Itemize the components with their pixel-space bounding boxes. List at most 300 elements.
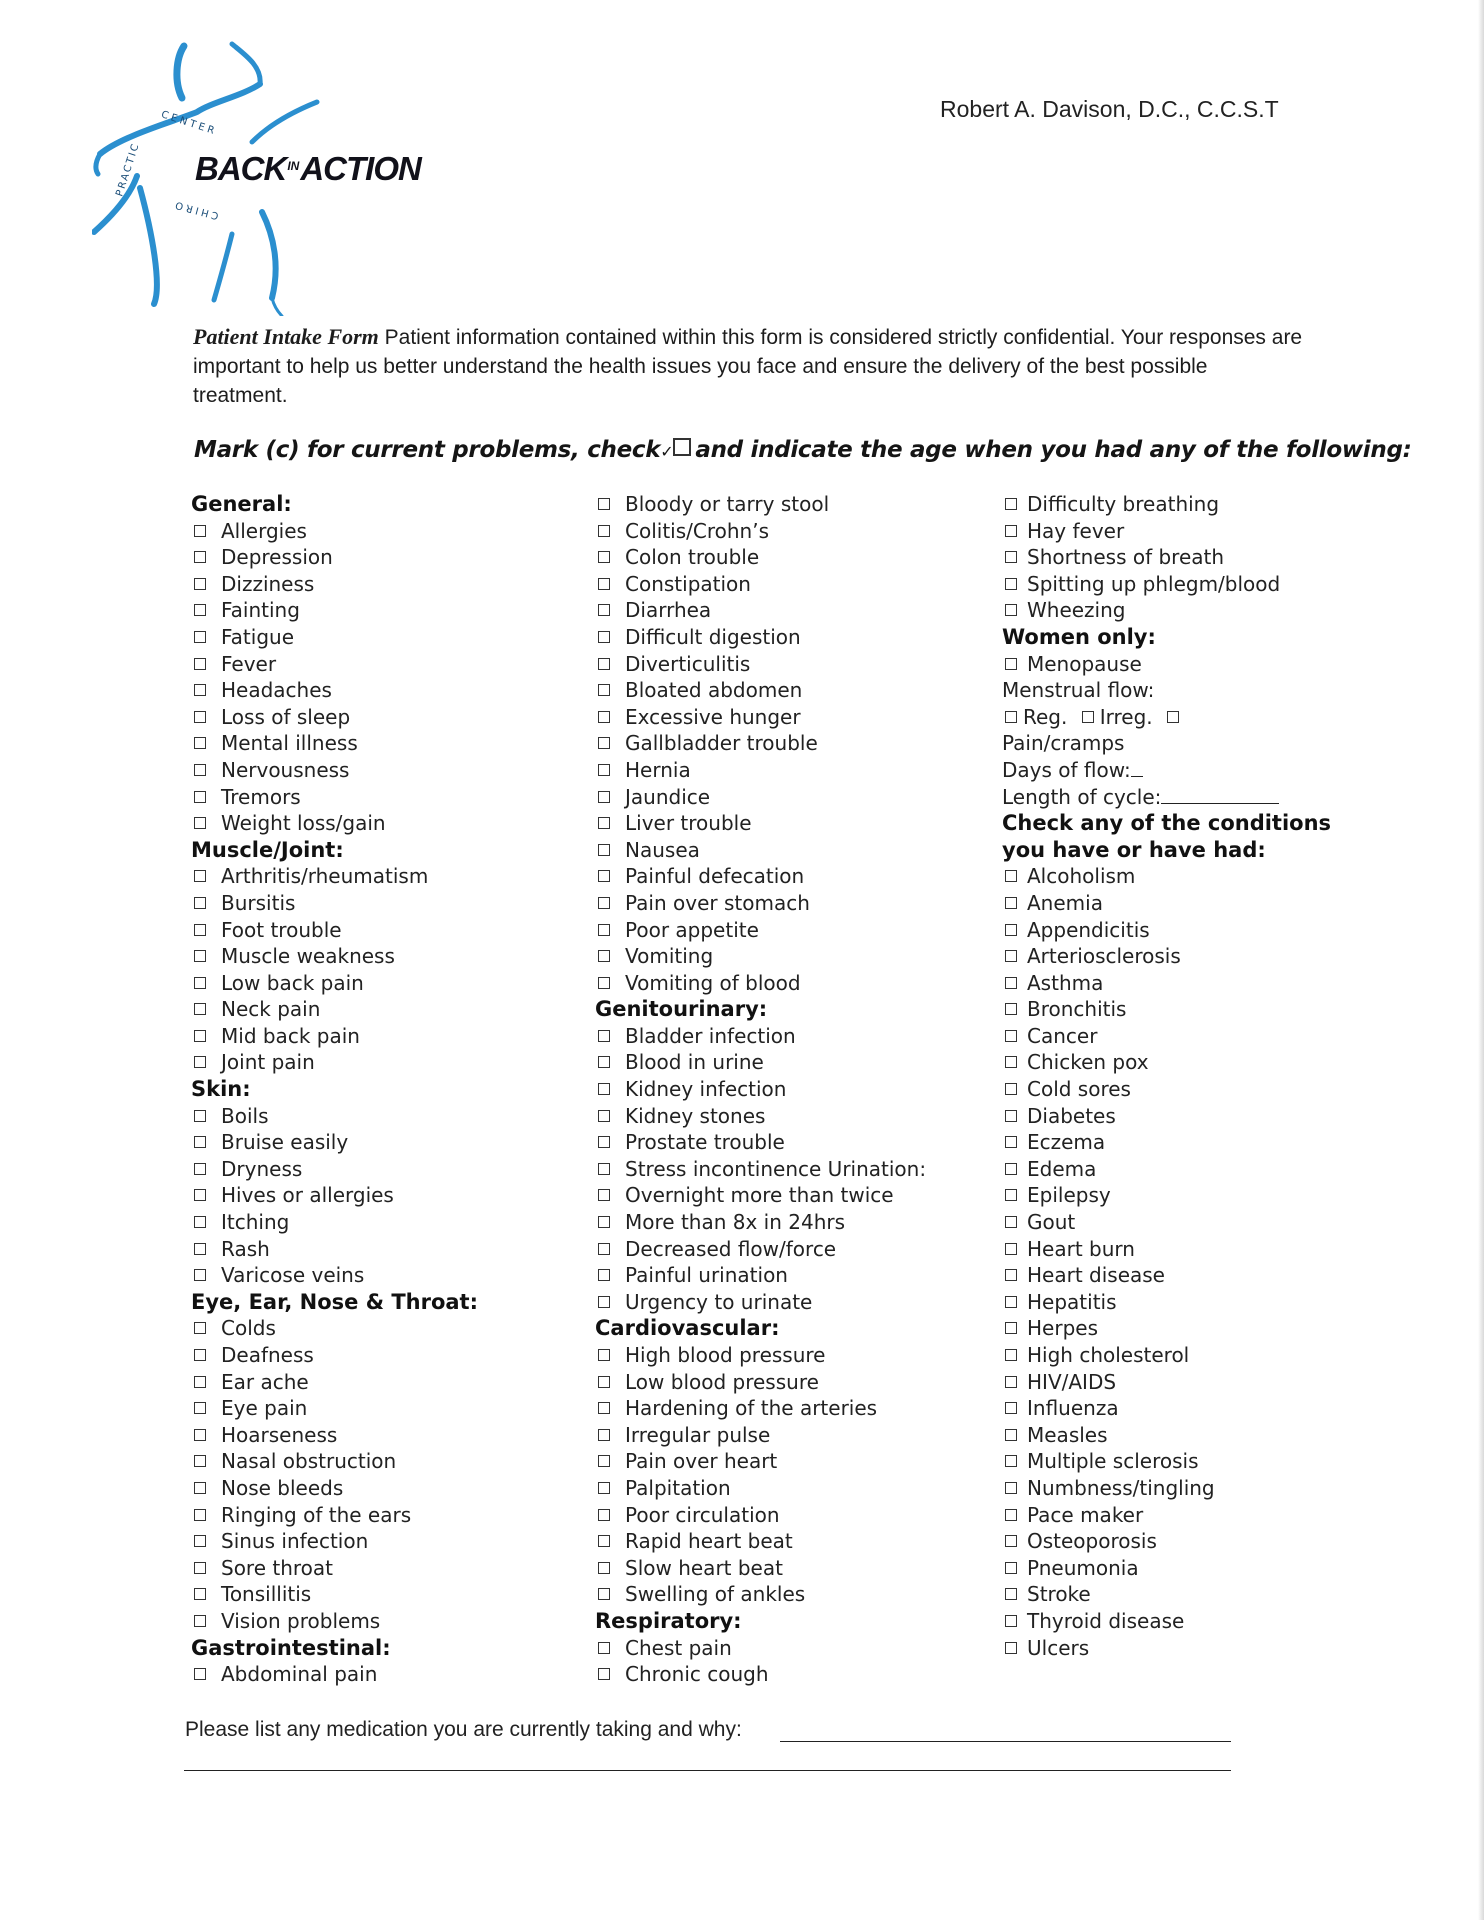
- checkbox[interactable]: [1005, 1030, 1017, 1042]
- condition-label: Headaches: [221, 678, 332, 703]
- condition-item-dizziness[interactable]: [191, 571, 581, 598]
- condition-item-cold-sores[interactable]: [1002, 1076, 1332, 1103]
- checkbox[interactable]: [1005, 1056, 1017, 1068]
- condition-item-bloated-abdomen[interactable]: [595, 677, 995, 704]
- checkbox[interactable]: [598, 1269, 610, 1281]
- condition-item-vomiting-of-blood[interactable]: [595, 970, 995, 997]
- condition-label: Loss of sleep: [221, 704, 351, 729]
- section-heading-eye-ear-nose-throat: Eye, Ear, Nose & Throat:: [191, 1289, 478, 1314]
- condition-item-thyroid-disease[interactable]: [1002, 1608, 1332, 1635]
- condition-label: Nausea: [625, 837, 700, 862]
- checkbox[interactable]: [194, 1402, 206, 1414]
- checkbox[interactable]: [598, 817, 610, 829]
- condition-item-sinus-infection[interactable]: [191, 1528, 581, 1555]
- condition-item-stroke[interactable]: [1002, 1581, 1332, 1608]
- checkbox[interactable]: [1005, 1322, 1017, 1334]
- checkbox[interactable]: [1005, 658, 1017, 670]
- checkbox[interactable]: [598, 578, 610, 590]
- checkbox[interactable]: [194, 1189, 206, 1201]
- condition-item-asthma[interactable]: [1002, 970, 1332, 997]
- condition-item-constipation[interactable]: [595, 571, 995, 598]
- checkbox[interactable]: [598, 1083, 610, 1095]
- condition-label: Eye pain: [221, 1396, 308, 1421]
- checkbox[interactable]: [194, 950, 206, 962]
- condition-item-gout[interactable]: [1002, 1209, 1332, 1236]
- condition-item-mid-back-pain[interactable]: [191, 1023, 581, 1050]
- checkbox[interactable]: [598, 525, 610, 537]
- checkbox[interactable]: [1005, 604, 1017, 616]
- column-left: [191, 491, 581, 1688]
- condition-item-sore-throat[interactable]: [191, 1555, 581, 1582]
- flow-irreg-checkbox[interactable]: [1082, 711, 1094, 723]
- condition-label: Bloody or tarry stool: [625, 492, 830, 516]
- condition-item-influenza[interactable]: [1002, 1395, 1332, 1422]
- checkbox[interactable]: [194, 764, 206, 776]
- checkbox[interactable]: [598, 1296, 610, 1308]
- checkbox[interactable]: [1005, 1509, 1017, 1521]
- checkbox[interactable]: [598, 764, 610, 776]
- condition-item-bladder-infection[interactable]: [595, 1023, 995, 1050]
- medication-label: Please list any medication you are currently taking and why:: [185, 1718, 742, 1741]
- condition-item-vomiting[interactable]: [595, 943, 995, 970]
- condition-item-hardening-of-the-arteries[interactable]: [595, 1395, 995, 1422]
- logo-word-in: IN: [287, 159, 300, 173]
- condition-item-nasal-obstruction[interactable]: [191, 1448, 581, 1475]
- condition-label: Ear ache: [221, 1369, 309, 1394]
- condition-item-painful-defecation[interactable]: [595, 863, 995, 890]
- checkbox[interactable]: [1005, 1455, 1017, 1467]
- condition-item-fever[interactable]: [191, 651, 581, 678]
- condition-item-low-back-pain[interactable]: [191, 970, 581, 997]
- condition-item-colitis-crohn-s[interactable]: [595, 518, 995, 545]
- condition-item-low-blood-pressure[interactable]: [595, 1369, 995, 1396]
- checkbox[interactable]: [194, 1455, 206, 1467]
- condition-label: Multiple sclerosis: [1027, 1449, 1199, 1474]
- condition-item-high-blood-pressure[interactable]: [595, 1342, 995, 1369]
- checkbox[interactable]: [598, 658, 610, 670]
- checkbox[interactable]: [598, 1163, 610, 1175]
- condition-label: Tonsillitis: [221, 1582, 312, 1607]
- condition-item-edema[interactable]: [1002, 1156, 1332, 1183]
- checkbox[interactable]: [194, 1056, 206, 1068]
- condition-item-diarrhea[interactable]: [595, 597, 995, 624]
- condition-item-rapid-heart-beat[interactable]: [595, 1528, 995, 1555]
- checkbox[interactable]: [598, 737, 610, 749]
- checkbox[interactable]: [1005, 1642, 1017, 1654]
- checkbox[interactable]: [194, 791, 206, 803]
- checkbox[interactable]: [1005, 1269, 1017, 1281]
- condition-item-nervousness[interactable]: [191, 757, 581, 784]
- condition-label: Chest pain: [625, 1635, 732, 1660]
- condition-label: Pain over heart: [625, 1449, 778, 1474]
- checkbox[interactable]: [194, 1322, 206, 1334]
- checkbox[interactable]: [1005, 1083, 1017, 1095]
- checkbox[interactable]: [194, 551, 206, 563]
- checkbox[interactable]: [598, 1402, 610, 1414]
- condition-label: Blood in urine: [625, 1050, 764, 1075]
- condition-label: Diabetes: [1027, 1103, 1116, 1128]
- condition-item-prostate-trouble[interactable]: [595, 1129, 995, 1156]
- checkbox[interactable]: [1005, 1110, 1017, 1122]
- checkbox[interactable]: [1005, 1349, 1017, 1361]
- condition-item-muscle-weakness[interactable]: [191, 943, 581, 970]
- checkbox[interactable]: [598, 1189, 610, 1201]
- column-right: [1002, 491, 1332, 1661]
- checkbox[interactable]: [598, 1056, 610, 1068]
- checkbox[interactable]: [194, 525, 206, 537]
- condition-label: Chronic cough: [625, 1662, 769, 1687]
- checkbox[interactable]: [194, 1509, 206, 1521]
- condition-item-colon-trouble[interactable]: [595, 544, 995, 571]
- condition-label: Dizziness: [221, 571, 315, 596]
- condition-item-joint-pain[interactable]: [191, 1049, 581, 1076]
- condition-label: Urgency to urinate: [625, 1289, 813, 1314]
- checkbox[interactable]: [598, 1535, 610, 1547]
- checkbox[interactable]: [1005, 1402, 1017, 1414]
- condition-item-excessive-hunger[interactable]: [595, 704, 995, 731]
- checkbox[interactable]: [598, 631, 610, 643]
- column-middle: [595, 491, 995, 1688]
- condition-item-depression[interactable]: [191, 544, 581, 571]
- condition-item-dryness[interactable]: [191, 1156, 581, 1183]
- checkbox[interactable]: [1005, 578, 1017, 590]
- condition-item-spitting-up-phlegm-blood[interactable]: [1002, 571, 1332, 598]
- condition-label: Poor appetite: [625, 917, 759, 942]
- checkbox[interactable]: [1005, 1189, 1017, 1201]
- condition-item-eye-pain[interactable]: [191, 1395, 581, 1422]
- condition-item-diverticulitis[interactable]: [595, 651, 995, 678]
- checkbox[interactable]: [1005, 1243, 1017, 1255]
- checkbox[interactable]: [598, 977, 610, 989]
- checkbox[interactable]: [194, 737, 206, 749]
- checkbox[interactable]: [194, 658, 206, 670]
- condition-item-kidney-infection[interactable]: [595, 1076, 995, 1103]
- condition-item-fainting[interactable]: [191, 597, 581, 624]
- checkbox[interactable]: [194, 1376, 206, 1388]
- condition-item-arthritis-rheumatism[interactable]: [191, 863, 581, 890]
- condition-item-abdominal-pain[interactable]: [191, 1661, 581, 1688]
- instruction-before: Mark (c) for current problems, check: [194, 437, 661, 463]
- condition-item-nausea[interactable]: [595, 837, 995, 864]
- checkbox[interactable]: [598, 1429, 610, 1441]
- checkbox[interactable]: [194, 1030, 206, 1042]
- condition-item-decreased-flow-force[interactable]: [595, 1236, 995, 1263]
- check-mark-icon: ✓: [660, 442, 674, 461]
- condition-item-wheezing[interactable]: [1002, 597, 1332, 624]
- condition-item-blood-in-urine[interactable]: [595, 1049, 995, 1076]
- condition-item-ear-ache[interactable]: [191, 1369, 581, 1396]
- condition-label: Bloated abdomen: [625, 678, 803, 703]
- condition-label: Low blood pressure: [625, 1369, 819, 1394]
- section-heading-muscle-joint: Muscle/Joint:: [191, 837, 344, 862]
- condition-label: Spitting up phlegm/blood: [1027, 571, 1281, 596]
- condition-item-pneumonia[interactable]: [1002, 1555, 1332, 1582]
- section-heading-general: General:: [191, 492, 292, 516]
- medication-field-line-2[interactable]: [184, 1770, 1231, 1771]
- condition-item-allergies[interactable]: [191, 518, 581, 545]
- section-heading-respiratory: Respiratory:: [595, 1608, 742, 1633]
- flow-reg-checkbox[interactable]: [1005, 711, 1017, 723]
- checkbox[interactable]: [598, 1562, 610, 1574]
- checkbox[interactable]: [194, 1269, 206, 1281]
- condition-item-difficult-digestion[interactable]: [595, 624, 995, 651]
- checkbox[interactable]: [1005, 1588, 1017, 1600]
- condition-item-boils[interactable]: [191, 1103, 581, 1130]
- condition-item-poor-appetite[interactable]: [595, 917, 995, 944]
- condition-item-heart-burn[interactable]: [1002, 1236, 1332, 1263]
- condition-item-hives-or-allergies[interactable]: [191, 1182, 581, 1209]
- condition-item-difficulty-breathing[interactable]: [1002, 491, 1332, 518]
- checkbox[interactable]: [194, 1003, 206, 1015]
- condition-item-loss-of-sleep[interactable]: [191, 704, 581, 731]
- condition-item-headaches[interactable]: [191, 677, 581, 704]
- condition-label: High cholesterol: [1027, 1343, 1190, 1367]
- flow-pain-checkbox[interactable]: [1167, 711, 1179, 723]
- logo-word-action: ACTION: [300, 150, 421, 187]
- condition-label: Hoarseness: [221, 1422, 338, 1447]
- checkbox[interactable]: [598, 604, 610, 616]
- section-heading-cardiovascular: Cardiovascular:: [595, 1316, 780, 1341]
- condition-item-pain-over-heart[interactable]: [595, 1448, 995, 1475]
- checkbox[interactable]: [598, 870, 610, 882]
- condition-item-fatigue[interactable]: [191, 624, 581, 651]
- condition-item-painful-urination[interactable]: [595, 1262, 995, 1289]
- checkbox[interactable]: [194, 1163, 206, 1175]
- checkbox[interactable]: [1005, 1482, 1017, 1494]
- condition-item-ringing-of-the-ears[interactable]: [191, 1502, 581, 1529]
- checkbox[interactable]: [598, 1588, 610, 1600]
- checkbox[interactable]: [1005, 870, 1017, 882]
- condition-item-pain-over-stomach[interactable]: [595, 890, 995, 917]
- condition-item-chest-pain[interactable]: [595, 1635, 995, 1662]
- condition-label: Vomiting of blood: [625, 970, 801, 995]
- condition-item-multiple-sclerosis[interactable]: [1002, 1448, 1332, 1475]
- checkbox[interactable]: [194, 1349, 206, 1361]
- condition-item-varicose-veins[interactable]: [191, 1262, 581, 1289]
- condition-label: Shortness of breath: [1027, 545, 1225, 570]
- condition-item-diabetes[interactable]: [1002, 1103, 1332, 1130]
- checkbox[interactable]: [1005, 1296, 1017, 1308]
- medication-field-line-1[interactable]: [780, 1741, 1231, 1742]
- checkbox[interactable]: [194, 870, 206, 882]
- checkbox[interactable]: [598, 791, 610, 803]
- condition-item-pace-maker[interactable]: [1002, 1502, 1332, 1529]
- checkbox[interactable]: [1005, 1003, 1017, 1015]
- checkbox[interactable]: [598, 1243, 610, 1255]
- checkbox[interactable]: [598, 684, 610, 696]
- condition-item-tremors[interactable]: [191, 784, 581, 811]
- condition-item-weight-loss-gain[interactable]: [191, 810, 581, 837]
- checkbox[interactable]: [194, 1243, 206, 1255]
- condition-label: Mid back pain: [221, 1023, 360, 1048]
- condition-item-hepatitis[interactable]: [1002, 1289, 1332, 1316]
- condition-item-deafness[interactable]: [191, 1342, 581, 1369]
- condition-item-slow-heart-beat[interactable]: [595, 1555, 995, 1582]
- condition-item-osteoporosis[interactable]: [1002, 1528, 1332, 1555]
- condition-label: Cold sores: [1027, 1077, 1131, 1102]
- checkbox[interactable]: [194, 1429, 206, 1441]
- condition-item-jaundice[interactable]: [595, 784, 995, 811]
- checkbox[interactable]: [194, 1535, 206, 1547]
- checkbox[interactable]: [1005, 551, 1017, 563]
- condition-item-alcoholism[interactable]: [1002, 863, 1332, 890]
- condition-item-more-than-8x-in-24hrs[interactable]: [595, 1209, 995, 1236]
- checkbox[interactable]: [1005, 1562, 1017, 1574]
- condition-item-hiv-aids[interactable]: [1002, 1369, 1332, 1396]
- checkbox[interactable]: [194, 977, 206, 989]
- condition-item-overnight-more-than-twice[interactable]: [595, 1182, 995, 1209]
- checkbox[interactable]: [1005, 1216, 1017, 1228]
- checkbox[interactable]: [194, 604, 206, 616]
- checkbox[interactable]: [194, 1482, 206, 1494]
- length-of-cycle-field[interactable]: [1161, 785, 1279, 804]
- condition-label: Allergies: [221, 518, 307, 543]
- condition-label: Varicose veins: [221, 1263, 365, 1288]
- condition-item-bruise-easily[interactable]: [191, 1129, 581, 1156]
- condition-item-tonsillitis[interactable]: [191, 1581, 581, 1608]
- checkbox[interactable]: [598, 1136, 610, 1148]
- length-of-cycle-row: [1002, 784, 1332, 811]
- condition-item-anemia[interactable]: [1002, 890, 1332, 917]
- checkbox[interactable]: [598, 1376, 610, 1388]
- condition-item-mental-illness[interactable]: [191, 730, 581, 757]
- checkbox[interactable]: [598, 950, 610, 962]
- logo-wordmark: [195, 150, 421, 188]
- condition-item-ulcers[interactable]: [1002, 1635, 1332, 1662]
- condition-label: Diverticulitis: [625, 651, 751, 676]
- condition-item-bronchitis[interactable]: [1002, 996, 1332, 1023]
- checkbox[interactable]: [194, 897, 206, 909]
- condition-item-hoarseness[interactable]: [191, 1422, 581, 1449]
- checkbox[interactable]: [1005, 950, 1017, 962]
- condition-item-hernia[interactable]: [595, 757, 995, 784]
- checkbox[interactable]: [194, 711, 206, 723]
- condition-item-foot-trouble[interactable]: [191, 917, 581, 944]
- checkbox[interactable]: [598, 711, 610, 723]
- condition-label: Rapid heart beat: [625, 1529, 793, 1554]
- condition-item-liver-trouble[interactable]: [595, 810, 995, 837]
- condition-item-high-cholesterol[interactable]: [1002, 1342, 1332, 1369]
- condition-item-epilepsy[interactable]: [1002, 1182, 1332, 1209]
- condition-item-hay-fever[interactable]: [1002, 518, 1332, 545]
- condition-item-numbness-tingling[interactable]: [1002, 1475, 1332, 1502]
- checkbox[interactable]: [598, 1030, 610, 1042]
- checkbox[interactable]: [194, 1216, 206, 1228]
- checkbox[interactable]: [598, 1110, 610, 1122]
- checkbox[interactable]: [598, 1642, 610, 1654]
- condition-item-arteriosclerosis[interactable]: [1002, 943, 1332, 970]
- instruction-checkbox-icon: [673, 438, 691, 456]
- checkbox[interactable]: [1005, 1163, 1017, 1175]
- checkbox[interactable]: [1005, 1376, 1017, 1388]
- condition-label: Nasal obstruction: [221, 1449, 397, 1474]
- condition-item-irregular-pulse[interactable]: [595, 1422, 995, 1449]
- checkbox[interactable]: [194, 1615, 206, 1627]
- checkbox[interactable]: [1005, 1535, 1017, 1547]
- condition-label: Hepatitis: [1027, 1289, 1117, 1314]
- condition-item-heart-disease[interactable]: [1002, 1262, 1332, 1289]
- checkbox[interactable]: [598, 924, 610, 936]
- checkbox[interactable]: [194, 1668, 206, 1680]
- checkbox[interactable]: [598, 844, 610, 856]
- instruction-after: and indicate the age when you had any of the following:: [695, 437, 1412, 463]
- checkbox[interactable]: [1005, 525, 1017, 537]
- condition-item-cancer[interactable]: [1002, 1023, 1332, 1050]
- condition-item-chronic-cough[interactable]: [595, 1661, 995, 1688]
- condition-label: Deafness: [221, 1343, 314, 1367]
- checkbox[interactable]: [598, 1216, 610, 1228]
- checkbox[interactable]: [194, 1562, 206, 1574]
- condition-item-appendicitis[interactable]: [1002, 917, 1332, 944]
- condition-item-measles[interactable]: [1002, 1422, 1332, 1449]
- checkbox[interactable]: [194, 1588, 206, 1600]
- condition-item-chicken-pox[interactable]: [1002, 1049, 1332, 1076]
- condition-item-vision-problems[interactable]: [191, 1608, 581, 1635]
- condition-item-rash[interactable]: [191, 1236, 581, 1263]
- condition-item-neck-pain[interactable]: [191, 996, 581, 1023]
- condition-item-itching[interactable]: [191, 1209, 581, 1236]
- checkbox[interactable]: [194, 817, 206, 829]
- condition-item-gallbladder-trouble[interactable]: [595, 730, 995, 757]
- condition-item-urgency-to-urinate[interactable]: [595, 1289, 995, 1316]
- checkbox[interactable]: [598, 1668, 610, 1680]
- checkbox[interactable]: [598, 1349, 610, 1361]
- condition-item-eczema[interactable]: [1002, 1129, 1332, 1156]
- checkbox[interactable]: [1005, 1136, 1017, 1148]
- condition-label: Ringing of the ears: [221, 1502, 412, 1527]
- checkbox[interactable]: [598, 551, 610, 563]
- checkbox[interactable]: [598, 1455, 610, 1467]
- condition-item-herpes[interactable]: [1002, 1315, 1332, 1342]
- checkbox[interactable]: [194, 684, 206, 696]
- condition-label: Nervousness: [221, 757, 350, 782]
- checkbox[interactable]: [598, 498, 610, 510]
- checkbox[interactable]: [194, 578, 206, 590]
- checkbox[interactable]: [194, 924, 206, 936]
- condition-item-nose-bleeds[interactable]: [191, 1475, 581, 1502]
- checkbox[interactable]: [194, 1136, 206, 1148]
- section-heading-you-have-or-have-had: you have or have had:: [1002, 837, 1266, 862]
- condition-item-poor-circulation[interactable]: [595, 1502, 995, 1529]
- checkbox[interactable]: [598, 897, 610, 909]
- checkbox[interactable]: [1005, 924, 1017, 936]
- logo-arc-top: CENTER: [159, 109, 219, 138]
- checkbox[interactable]: [1005, 1429, 1017, 1441]
- condition-item-bloody-or-tarry-stool[interactable]: [595, 491, 995, 518]
- checkbox[interactable]: [194, 1110, 206, 1122]
- condition-item-stress-incontinence-urination[interactable]: [595, 1156, 995, 1183]
- condition-item-kidney-stones[interactable]: [595, 1103, 995, 1130]
- condition-item-swelling-of-ankles[interactable]: [595, 1581, 995, 1608]
- logo-word-back: BACK: [195, 150, 287, 187]
- condition-item-colds[interactable]: [191, 1315, 581, 1342]
- condition-label: Pain over stomach: [625, 890, 810, 915]
- condition-label: Bursitis: [221, 890, 296, 915]
- checkbox[interactable]: [1005, 977, 1017, 989]
- days-of-flow-field[interactable]: [1131, 758, 1143, 777]
- condition-item-palpitation[interactable]: [595, 1475, 995, 1502]
- condition-item-bursitis[interactable]: [191, 890, 581, 917]
- checkbox[interactable]: [598, 1509, 610, 1521]
- condition-item-shortness-of-breath[interactable]: [1002, 544, 1332, 571]
- condition-item-menopause[interactable]: [1002, 651, 1332, 678]
- checkbox[interactable]: [598, 1482, 610, 1494]
- checkbox[interactable]: [1005, 498, 1017, 510]
- condition-label: Gallbladder trouble: [625, 731, 818, 756]
- checkbox[interactable]: [1005, 897, 1017, 909]
- checkbox[interactable]: [1005, 1615, 1017, 1627]
- checkbox[interactable]: [194, 631, 206, 643]
